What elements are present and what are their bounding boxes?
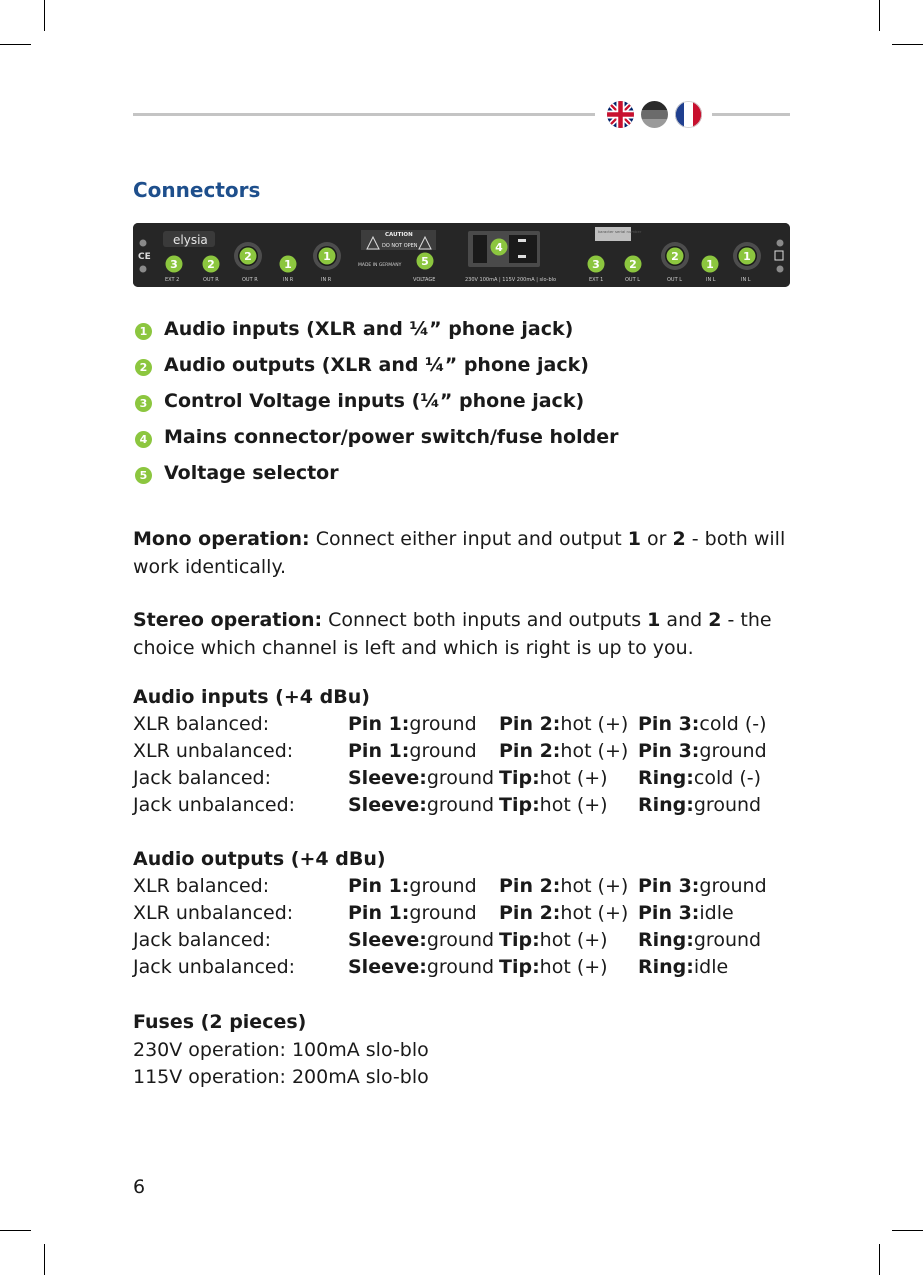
row-value: idle (699, 902, 734, 924)
stereo-label: Stereo operation: (133, 609, 323, 631)
page-number: 6 (133, 1176, 146, 1198)
badge: 3 (170, 258, 178, 271)
legend-text: Control Voltage inputs (¼” phone jack) (164, 390, 585, 412)
panel-label: IN R (283, 277, 294, 283)
row-key: Pin 2: (499, 713, 561, 735)
page-title: Connectors (133, 178, 261, 202)
row-value: ground (699, 740, 767, 762)
row-key: Tip: (499, 767, 540, 789)
row-key: Sleeve: (348, 794, 427, 816)
row-key: Sleeve: (348, 767, 427, 789)
badge: 4 (495, 241, 503, 254)
legend-number: 5 (135, 467, 152, 484)
row-value: ground (426, 929, 495, 951)
mono-n2: 2 (672, 528, 686, 550)
german-flag-icon[interactable] (641, 101, 668, 128)
mono-paragraph (133, 525, 793, 581)
row-key: Tip: (499, 929, 540, 951)
stereo-and: and (660, 609, 709, 631)
row-key: Pin 1: (348, 875, 410, 897)
row-key: Pin 2: (499, 875, 561, 897)
fuses-heading: Fuses (2 pieces) (133, 1011, 307, 1033)
crop-mark (879, 1244, 880, 1275)
legend-text: Audio outputs (XLR and ¼” phone jack) (164, 354, 589, 376)
row-value: ground (693, 929, 762, 951)
badge: 1 (323, 250, 331, 263)
legend-number: 2 (135, 359, 152, 376)
badge: 2 (671, 250, 679, 263)
row-name: XLR balanced: (133, 713, 270, 735)
row-value: ground (409, 875, 477, 897)
row-key: Pin 1: (348, 713, 410, 735)
made-in-label: MADE IN GERMANY (358, 263, 402, 268)
crop-mark (892, 44, 923, 45)
ce-mark: CE (138, 252, 151, 262)
row-value: idle (693, 956, 729, 978)
row-value: hot (+) (539, 767, 608, 789)
panel-label: EXT 1 (589, 277, 604, 283)
row-value: ground (693, 794, 762, 816)
badge: 3 (592, 258, 600, 271)
legend-text: Mains connector/power switch/fuse holder (164, 426, 619, 448)
row-value: hot (+) (560, 875, 629, 897)
legend-number: 1 (135, 323, 152, 340)
row-name: XLR unbalanced: (133, 902, 294, 924)
mono-text-a: Connect either input and output (309, 528, 628, 550)
stereo-n1: 1 (647, 609, 661, 631)
rear-panel-image (133, 223, 790, 287)
fuses-line: 230V operation: 100mA slo-blo (133, 1039, 429, 1061)
row-value: hot (+) (539, 929, 608, 951)
panel-label: EXT 2 (165, 277, 180, 283)
mono-or: or (640, 528, 673, 550)
badge: 5 (421, 255, 429, 268)
row-value: hot (+) (560, 713, 629, 735)
row-value: cold (-) (699, 713, 767, 735)
panel-label: VOLTAGE (413, 277, 436, 283)
row-key: Pin 1: (348, 740, 410, 762)
panel-label: OUT R (242, 277, 258, 283)
fuses-line: 115V operation: 200mA slo-blo (133, 1066, 429, 1088)
row-name: XLR balanced: (133, 875, 270, 897)
row-name: Jack balanced: (133, 929, 272, 951)
badge: 1 (706, 258, 714, 271)
row-key: Pin 3: (638, 740, 700, 762)
crop-mark (0, 44, 31, 45)
panel-label: OUT L (667, 277, 683, 283)
stereo-text-b: - the choice which channel is left and which is right is up to you. (133, 609, 772, 659)
outputs-heading: Audio outputs (+4 dBu) (133, 848, 386, 870)
crop-mark (879, 0, 880, 31)
panel-label: IN L (706, 277, 716, 283)
mono-text-b: - both will work identically. (133, 528, 786, 578)
panel-label: IN L (741, 277, 751, 283)
row-key: Ring: (638, 956, 694, 978)
row-key: Pin 2: (499, 740, 561, 762)
row-key: Pin 1: (348, 902, 410, 924)
mono-n1: 1 (627, 528, 641, 550)
caution-label: CAUTION (385, 232, 413, 238)
row-value: ground (426, 767, 495, 789)
panel-label: OUT L (625, 277, 641, 283)
legend-number: 4 (135, 431, 152, 448)
badge: 2 (629, 258, 637, 271)
row-key: Sleeve: (348, 956, 427, 978)
row-key: Ring: (638, 794, 694, 816)
row-value: hot (+) (560, 902, 629, 924)
stereo-text-a: Connect both inputs and outputs (322, 609, 648, 631)
badge: 1 (743, 250, 751, 263)
stereo-paragraph (133, 606, 793, 662)
row-key: Tip: (499, 794, 540, 816)
panel-label: OUT R (203, 277, 219, 283)
crop-mark (0, 1230, 31, 1231)
header-rule-left (133, 113, 595, 116)
badge: 2 (244, 250, 252, 263)
stereo-n2: 2 (708, 609, 722, 631)
panel-label: 230V 100mA | 115V 200mA | slo-blo (465, 277, 557, 283)
row-value: ground (409, 740, 477, 762)
badge: 1 (284, 258, 292, 271)
mono-label: Mono operation: (133, 528, 310, 550)
row-value: ground (409, 902, 477, 924)
french-flag-icon[interactable] (675, 101, 702, 128)
row-value: cold (-) (693, 767, 762, 789)
uk-flag-icon[interactable] (607, 101, 634, 128)
row-value: ground (699, 875, 767, 897)
row-key: Sleeve: (348, 929, 427, 951)
row-value: hot (+) (560, 740, 629, 762)
row-key: Ring: (638, 929, 694, 951)
row-name: XLR unbalanced: (133, 740, 294, 762)
crop-mark (44, 0, 45, 31)
legend-number: 3 (135, 395, 152, 412)
row-key: Ring: (638, 767, 694, 789)
row-key: Tip: (499, 956, 540, 978)
row-value: hot (+) (539, 794, 608, 816)
legend-text: Audio inputs (XLR and ¼” phone jack) (164, 318, 574, 340)
row-key: Pin 3: (638, 875, 700, 897)
row-value: hot (+) (539, 956, 608, 978)
row-name: Jack unbalanced: (133, 794, 296, 816)
legend-text: Voltage selector (164, 462, 339, 484)
row-key: Pin 2: (499, 902, 561, 924)
badge: 2 (207, 258, 215, 271)
row-value: ground (409, 713, 477, 735)
caution-sub: DO NOT OPEN (382, 243, 418, 249)
crop-mark (892, 1230, 923, 1231)
header-rule-right (712, 113, 790, 116)
row-key: Pin 3: (638, 902, 700, 924)
crop-mark (44, 1244, 45, 1275)
inputs-heading: Audio inputs (+4 dBu) (133, 686, 370, 708)
row-name: Jack balanced: (133, 767, 272, 789)
serial-sticker: karacter serial number (598, 229, 642, 234)
row-key: Pin 3: (638, 713, 700, 735)
brand-logo: elysia (173, 233, 208, 247)
row-value: ground (426, 794, 495, 816)
panel-label: IN R (321, 277, 332, 283)
row-value: ground (426, 956, 495, 978)
row-name: Jack unbalanced: (133, 956, 296, 978)
